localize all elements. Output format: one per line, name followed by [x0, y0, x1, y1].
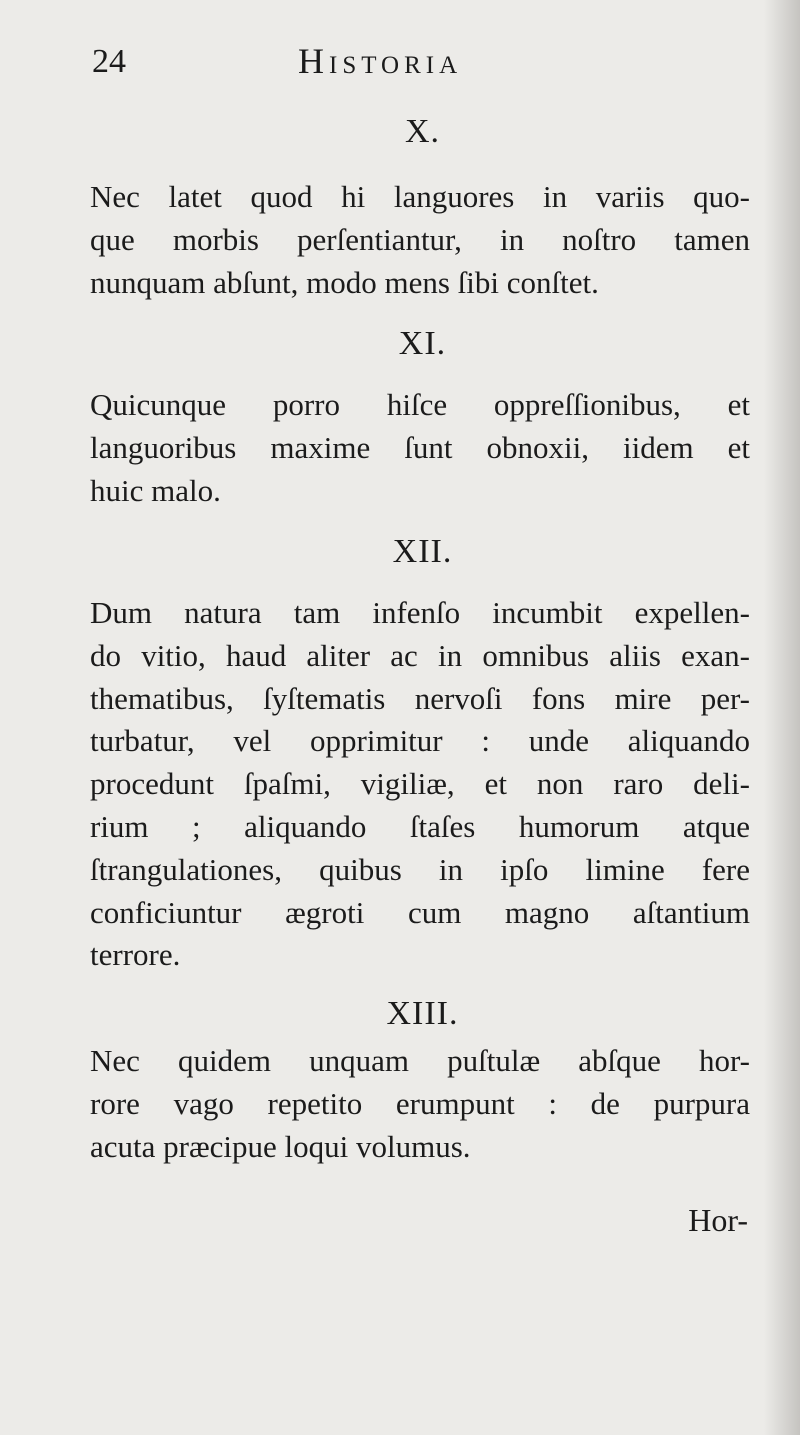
text-line: procedunt ſpaſmi, vigiliæ, et non raro deli- — [90, 766, 750, 802]
text-line: turbatur, vel opprimitur : unde aliquando — [90, 723, 750, 759]
text-line: Dum natura tam infenſo incumbit expellen- — [90, 595, 750, 630]
text-line: do vitio, haud aliter ac in omnibus aliis exan- — [90, 637, 750, 673]
section-heading-xi: XI. — [398, 325, 447, 362]
text-line: Nec latet quod hi languores in variis quo- — [90, 179, 750, 214]
text-line: thematibus, ſyſtematis nervoſi fons mire per- — [90, 680, 750, 716]
section-heading-xii: XII. — [392, 533, 453, 570]
text-line: Nec quidem unquam puſtulæ abſque hor- — [90, 1043, 750, 1078]
section-heading-x: X. — [404, 113, 441, 150]
text-line: terrore. — [90, 937, 181, 973]
text-line: nunquam abſunt, modo mens ſibi conſtet. — [90, 264, 599, 300]
section-paragraph-xiii — [90, 1040, 750, 1168]
text-line: Quicunque porro hiſce oppreſſionibus, et — [90, 387, 750, 422]
catchword: Hor- — [688, 1202, 748, 1238]
text-line: conficiuntur ægroti cum magno aſtantium — [90, 894, 750, 930]
text-line: huic malo. — [90, 472, 221, 508]
gutter-shadow — [764, 0, 800, 1435]
text-line: rium ; aliquando ſtaſes humorum atque — [90, 808, 750, 844]
text-line: rore vago repetito erumpunt : de purpura — [90, 1085, 750, 1121]
text-line: ſtrangulationes, quibus in ipſo limine fere — [90, 851, 750, 887]
section-paragraph-xi — [90, 384, 750, 512]
text-line: que morbis perſentiantur, in noſtro tamen — [90, 221, 750, 257]
section-paragraph-xii — [90, 592, 750, 977]
text-line: languoribus maxime ſunt obnoxii, iidem et — [90, 429, 750, 465]
section-heading-xiii: XIII. — [386, 995, 459, 1032]
page-number: 24 — [92, 43, 126, 80]
section-paragraph-x — [90, 176, 750, 304]
running-title: Historia — [298, 41, 463, 81]
text-line: acuta præcipue loqui volumus. — [90, 1128, 471, 1164]
